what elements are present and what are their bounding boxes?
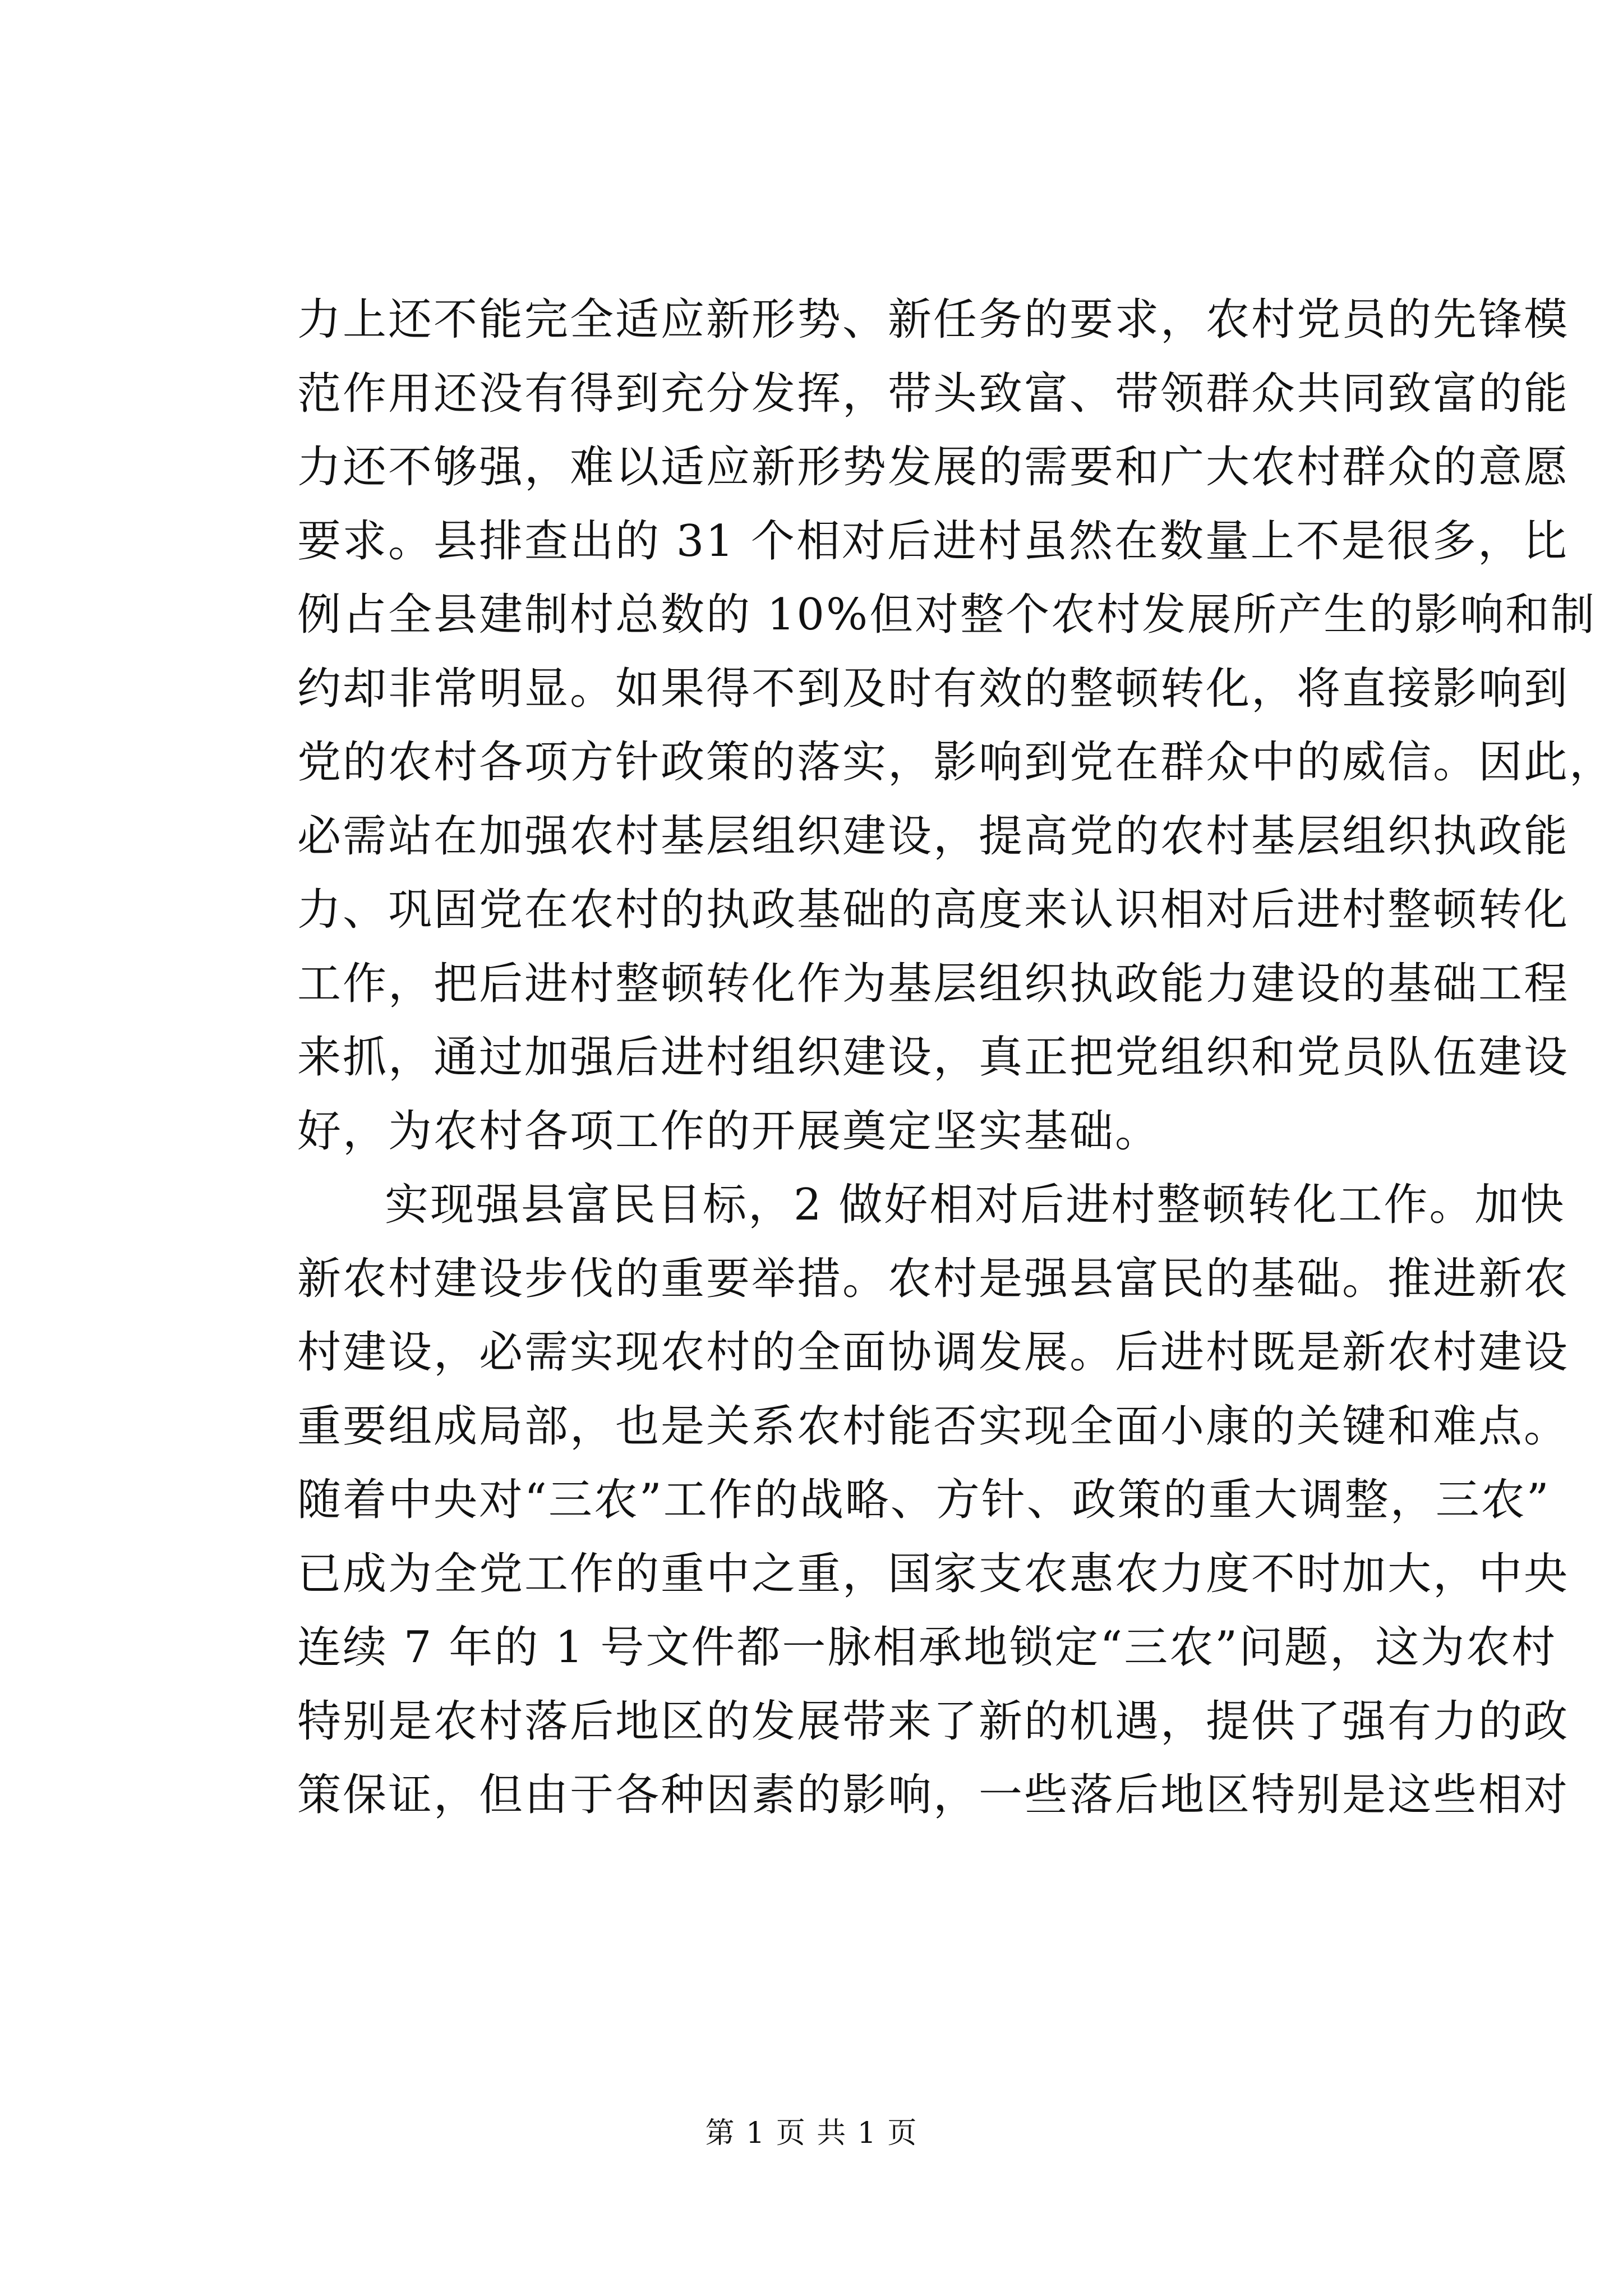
text-line: 党的农村各项方针政策的落实，影响到党在群众中的威信。因此， xyxy=(297,737,1615,788)
text-line: 连续 7 年的 1 号文件都一脉相承地锁定“三农”问题，这为农村 xyxy=(297,1622,1557,1673)
text-line: 约却非常明显。如果得不到及时有效的整顿转化，将直接影响到 xyxy=(297,663,1570,714)
text-line: 来抓，通过加强后进村组织建设，真正把党组织和党员队伍建设 xyxy=(297,1032,1570,1083)
text-line: 力上还不能完全适应新形势、新任务的要求，农村党员的先锋模 xyxy=(297,295,1570,345)
text-line: 已成为全党工作的重中之重，国家支农惠农力度不时加大，中央 xyxy=(297,1548,1570,1599)
document-body xyxy=(297,283,1615,1833)
page-footer: 第 1 页 共 1 页 xyxy=(705,2116,918,2150)
text-line: 特别是农村落后地区的发展带来了新的机遇，提供了强有力的政 xyxy=(297,1696,1570,1747)
text-line: 村建设，必需实现农村的全面协调发展。后进村既是新农村建设 xyxy=(297,1327,1570,1378)
text-line: 工作，把后进村整顿转化作为基层组织执政能力建设的基础工程 xyxy=(297,958,1570,1009)
text-line: 随着中央对“三农”工作的战略、方针、政策的重大调整，三农” xyxy=(297,1475,1551,1525)
paragraph-first-line: 实现强县富民目标，2 做好相对后进村整顿转化工作。加快 xyxy=(385,1180,1566,1230)
text-line: 范作用还没有得到充分发挥，带头致富、带领群众共同致富的能 xyxy=(297,368,1570,419)
text-line: 好，为农村各项工作的开展奠定坚实基础。 xyxy=(297,1106,1161,1157)
text-line: 策保证，但由于各种因素的影响，一些落后地区特别是这些相对 xyxy=(297,1770,1570,1820)
text-line: 必需站在加强农村基层组织建设，提高党的农村基层组织执政能 xyxy=(297,811,1570,862)
text-line: 重要组成局部，也是关系农村能否实现全面小康的关键和难点。 xyxy=(297,1401,1570,1452)
text-line: 例占全县建制村总数的 10%但对整个农村发展所产生的影响和制 xyxy=(297,590,1597,640)
text-line: 力还不够强，难以适应新形势发展的需要和广大农村群众的意愿 xyxy=(297,442,1570,493)
text-line: 力、巩固党在农村的执政基础的高度来认识相对后进村整顿转化 xyxy=(297,885,1570,935)
text-line: 新农村建设步伐的重要举措。农村是强县富民的基础。推进新农 xyxy=(297,1253,1570,1304)
text-line: 要求。县排查出的 31 个相对后进村虽然在数量上不是很多，比 xyxy=(297,516,1569,567)
